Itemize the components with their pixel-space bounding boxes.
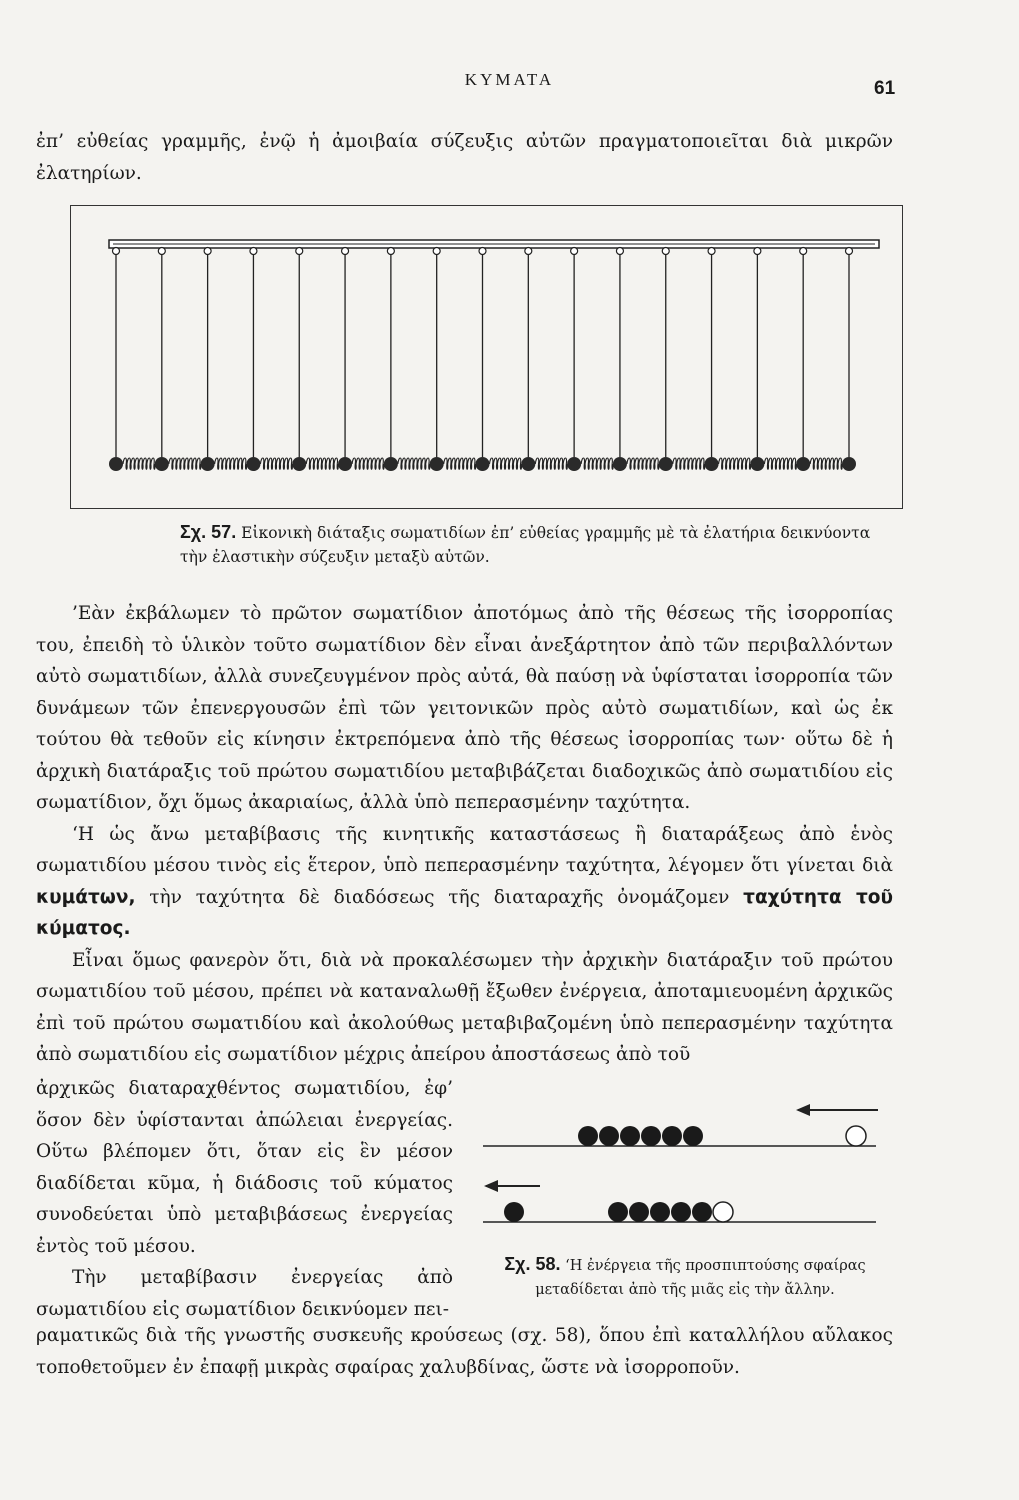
hook-ring	[479, 248, 486, 255]
hook-ring	[800, 248, 807, 255]
particle-ball	[201, 457, 215, 471]
steel-ball	[662, 1126, 682, 1146]
coupling-spring	[169, 458, 201, 469]
coupling-spring	[627, 458, 659, 469]
figure-57-caption-text: Εἰκονικὴ διάταξις σωματιδίων ἐπ’ εὐθείας γραμμῆς μὲ τὰ ἐλατήρια δεικνύοντα τὴν ἐλαστικὴν σύζευξιν μεταξὺ αὐτῶν.	[180, 524, 871, 566]
particle-ball	[430, 457, 444, 471]
figure-57-label: Σχ. 57.	[180, 522, 237, 542]
body-paragraphs	[36, 598, 893, 1071]
coupling-spring	[673, 458, 705, 469]
figure-58-caption	[470, 1252, 900, 1302]
coupling-spring	[535, 458, 567, 469]
hook-ring	[387, 248, 394, 255]
figure-58	[478, 1090, 898, 1240]
particle-ball	[705, 457, 719, 471]
coupling-spring	[260, 458, 292, 469]
particle-ball	[155, 457, 169, 471]
coupling-spring	[810, 458, 842, 469]
particle-ball	[613, 457, 627, 471]
paragraph-2	[36, 819, 893, 945]
steel-ball	[683, 1126, 703, 1146]
particle-ball	[567, 457, 581, 471]
particle-ball	[750, 457, 764, 471]
wrapped-paragraphs	[36, 1073, 453, 1325]
ejected-ball	[504, 1202, 524, 1222]
steel-ball	[671, 1202, 691, 1222]
coupling-spring	[719, 458, 751, 469]
steel-ball	[629, 1202, 649, 1222]
term-waves: κυμάτων,	[36, 886, 136, 908]
hook-ring	[158, 248, 165, 255]
hook-ring	[296, 248, 303, 255]
particle-ball	[246, 457, 260, 471]
coupling-spring	[398, 458, 430, 469]
steel-ball	[650, 1202, 670, 1222]
particle-ball	[384, 457, 398, 471]
particle-ball	[659, 457, 673, 471]
figure-57-caption	[180, 520, 900, 569]
steel-ball	[578, 1126, 598, 1146]
final-paragraph	[36, 1320, 893, 1383]
hook-ring	[250, 248, 257, 255]
figure-58-label: Σχ. 58.	[504, 1254, 561, 1274]
coupling-spring	[306, 458, 338, 469]
particle-ball	[338, 457, 352, 471]
coupling-spring	[444, 458, 476, 469]
term-wave-speed: ταχύτητα τοῦ κύματος.	[36, 886, 893, 939]
incoming-ball	[846, 1126, 866, 1146]
paragraph-4-rest: ραματικῶς διὰ τῆς γνωστῆς συσκευῆς κρούσεως (σχ. 58), ὅπου ἐπὶ καταλλήλου αὔλακος τοποθετοῦμεν ἐν ἐπαφῇ μικρὰς σφαίρας χαλυβδίνας, ὥστε νὰ ἰσορροποῦν.	[36, 1325, 893, 1378]
paragraph-3-continued: ἀρχικῶς διαταραχθέντος σωματιδίου, ἐφ’ ὅσον δὲν ὑφίστανται ἀπώλειαι ἐνεργείας. Οὕτω βλέπομεν ὅτι, ὅταν εἰς ἓν μέσον διαδίδεται κῦμα, ἡ διάδοσις τοῦ κύματος συνοδεύεται ὑπὸ μεταβιβάσεως ἐνεργείας ἐντὸς τοῦ μέσου.	[36, 1078, 453, 1257]
coupling-spring	[490, 458, 522, 469]
particle-ball	[292, 457, 306, 471]
steel-ball	[599, 1126, 619, 1146]
arrow-head-bottom	[484, 1180, 498, 1192]
particle-ball	[842, 457, 856, 471]
steel-ball	[620, 1126, 640, 1146]
figure-57-drawing	[71, 206, 904, 510]
particle-ball	[109, 457, 123, 471]
figure-58-drawing	[478, 1090, 898, 1240]
particle-ball	[521, 457, 535, 471]
coupling-spring	[215, 458, 247, 469]
figure-58-caption-text: ‘Η ἐνέργεια τῆς προσπιπτούσης σφαίρας μεταδίδεται ἀπὸ τῆς μιᾶς εἰς τὴν ἄλλην.	[535, 1258, 866, 1298]
steel-ball	[692, 1202, 712, 1222]
particle-ball	[796, 457, 810, 471]
paragraph-4-start: Τὴν μεταβίβασιν ἐνεργείας ἀπὸ σωματιδίου εἰς σωματίδιον δεικνύομεν πει-	[36, 1267, 453, 1320]
paragraph-2-text-a: ‘Η ὡς ἄνω μεταβίβασις τῆς κινητικῆς καταστάσεως ἢ διαταράξεως ἀπὸ ἑνὸς σωματιδίου μέσου τινὸς εἰς ἕτερον, ὑπὸ πεπερασμένην ταχύτητα, λέγομεν ὅτι γίνεται διὰ	[36, 823, 893, 876]
running-title: ΚΥΜΑΤΑ	[464, 70, 555, 89]
particle-ball	[476, 457, 490, 471]
page-number: 61	[874, 78, 896, 99]
paragraph-2-text-c: τὴν ταχύτητα δὲ διαδόσεως τῆς διαταραχῆς ὀνομάζομεν	[149, 886, 730, 908]
hook-ring	[754, 248, 761, 255]
hook-ring	[525, 248, 532, 255]
hook-ring	[846, 248, 853, 255]
hook-ring	[433, 248, 440, 255]
hook-ring	[113, 248, 120, 255]
hook-ring	[204, 248, 211, 255]
hook-ring	[342, 248, 349, 255]
coupling-spring	[352, 458, 384, 469]
struck-ball	[713, 1202, 733, 1222]
figure-57	[70, 205, 903, 509]
hook-ring	[616, 248, 623, 255]
hook-ring	[571, 248, 578, 255]
coupling-spring	[123, 458, 155, 469]
intro-text: ἐπ’ εὐθείας γραμμῆς, ἐνῷ ἡ ἀμοιβαία σύζευξις αὐτῶν πραγματοποιεῖται διὰ μικρῶν ἐλατηρίων.	[36, 131, 893, 184]
paragraph-1: ’Εὰν ἐκβάλωμεν τὸ πρῶτον σωματίδιον ἀποτόμως ἀπὸ τῆς θέσεως τῆς ἰσορροπίας του, ἐπειδὴ τὸ ὑλικὸν τοῦτο σωματίδιον δὲν εἶναι ἀνεξάρτητον ἀπὸ τῶν περιβαλλόντων αὐτὸ σωματιδίων, ἀλλὰ συνεζευγμένον πρὸς αὐτά, θὰ παύσῃ νὰ ὑφίσταται ἰσορροπία τῶν δυνάμεων τῶν ἐπενεργουσῶν ἐπὶ τῶν γειτονικῶν πρὸς αὐτὸ σωματιδίων, καὶ ὡς ἐκ τούτου θὰ τεθοῦν εἰς κίνησιν ἐκτρεπόμενα ἀπὸ τῆς θέσεως ἰσορροπίας των· οὕτω δὲ ἡ ἀρχικὴ διατάραξις τοῦ πρώτου σωματιδίου μεταβιβάζεται διαδοχικῶς ἀπὸ σωματιδίου εἰς σωματίδιον, ὄχι ὅμως ἀκαριαίως, ἀλλὰ ὑπὸ πεπερασμένην ταχύτητα.	[36, 603, 893, 813]
steel-ball	[608, 1202, 628, 1222]
coupling-spring	[581, 458, 613, 469]
intro-paragraph	[36, 126, 893, 189]
steel-ball	[641, 1126, 661, 1146]
arrow-head-top	[796, 1104, 810, 1116]
hook-ring	[662, 248, 669, 255]
hook-ring	[708, 248, 715, 255]
coupling-spring	[764, 458, 796, 469]
paragraph-3: Εἶναι ὅμως φανερὸν ὅτι, διὰ νὰ προκαλέσωμεν τὴν ἀρχικὴν διατάραξιν τοῦ πρώτου σωματιδίου τοῦ μέσου, πρέπει νὰ καταναλωθῇ ἔξωθεν ἐνέργεια, ἀποταμιευομένη ἀρχικῶς ἐπὶ τοῦ πρώτου σωματιδίου καὶ ἀκολούθως μεταβιβαζομένη ὑπὸ πεπερασμένην ταχύτητα ἀπὸ σωματιδίου εἰς σωματίδιον μέχρις ἀπείρου ἀποστάσεως ἀπὸ τοῦ	[36, 949, 893, 1065]
